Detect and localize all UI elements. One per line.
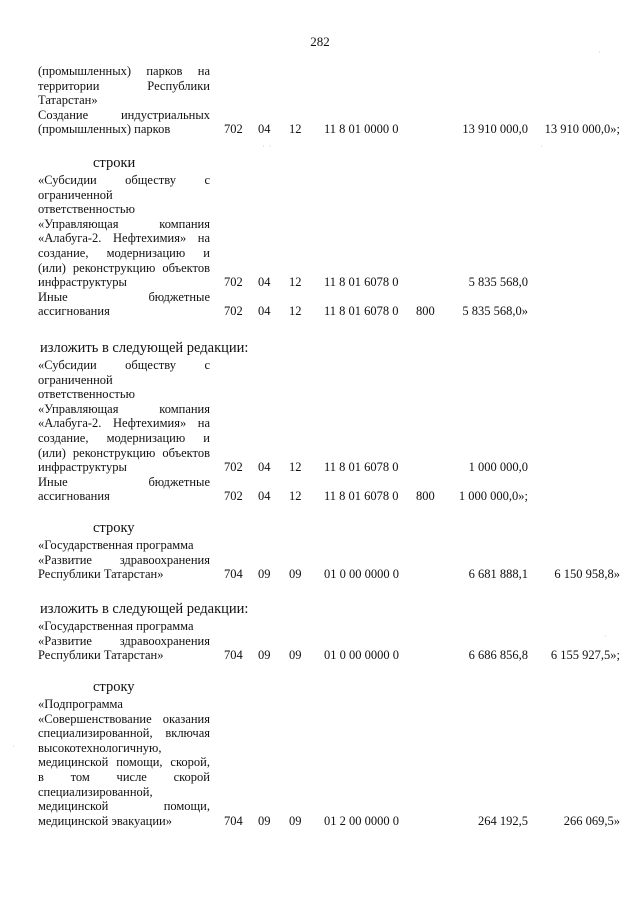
table-row xyxy=(38,290,638,319)
expense-type-code: 800 xyxy=(416,489,435,504)
block-heading: строку xyxy=(93,679,135,695)
amount-year-1: 5 835 568,0 xyxy=(468,275,528,290)
amount-year-1: 6 681 888,1 xyxy=(468,567,528,582)
subsection-code: 12 xyxy=(289,304,302,319)
scan-speck: · · xyxy=(262,142,272,151)
target-article-code: 11 8 01 6078 0 xyxy=(324,275,399,290)
row-name: «Субсидии обществу с ограниченной ответственностью «Управляющая компания «Алабуга-2. Нефтехимия» на создание, модернизацию и (или) реконструкцию объектов инфраструктуры xyxy=(38,173,210,290)
amount-year-2: 6 155 927,5»; xyxy=(550,648,620,663)
section-code: 04 xyxy=(258,489,271,504)
table-row xyxy=(38,358,638,475)
section-code: 09 xyxy=(258,648,271,663)
table-row xyxy=(38,475,638,504)
table-row xyxy=(38,619,638,663)
table-row xyxy=(38,538,638,582)
amount-year-1: 1 000 000,0 xyxy=(468,460,528,475)
amount-year-1: 264 192,5 xyxy=(478,813,528,828)
ved-code: 704 xyxy=(224,648,243,663)
scan-speck: · xyxy=(12,742,15,751)
budget-block-4 xyxy=(38,519,638,582)
row-name: (промышленных) парков на территории Республики Татарстан» Создание индустриальных (промышленных) парков xyxy=(38,64,210,137)
subsection-code: 09 xyxy=(289,813,302,828)
scan-speck: · xyxy=(540,142,543,151)
table-row xyxy=(38,173,638,290)
section-code: 09 xyxy=(258,567,271,582)
subsection-code: 12 xyxy=(289,489,302,504)
amount-year-1: 13 910 000,0 xyxy=(462,122,528,137)
row-name: «Государственная программа «Развитие здравоохранения Республики Татарстан» xyxy=(38,619,210,663)
target-article-code: 11 8 01 6078 0 xyxy=(324,460,399,475)
page-number: 282 xyxy=(310,34,330,49)
block-heading: строку xyxy=(93,520,135,536)
table-row xyxy=(38,64,638,137)
ved-code: 702 xyxy=(224,122,243,137)
budget-block-3 xyxy=(38,339,638,504)
subsection-code: 09 xyxy=(289,567,302,582)
budget-block-2 xyxy=(38,154,638,319)
subsection-code: 09 xyxy=(289,648,302,663)
subsection-code: 12 xyxy=(289,460,302,475)
amount-year-1: 6 686 856,8 xyxy=(468,648,528,663)
target-article-code: 01 2 00 0000 0 xyxy=(324,813,399,828)
row-name: Иные бюджетные ассигнования xyxy=(38,289,210,319)
target-article-code: 11 8 01 6078 0 xyxy=(324,489,399,504)
budget-block-6 xyxy=(38,678,638,828)
amount-year-1: 5 835 568,0» xyxy=(462,304,528,319)
section-code: 04 xyxy=(258,275,271,290)
section-code: 04 xyxy=(258,304,271,319)
ved-code: 702 xyxy=(224,304,243,319)
amount-year-2: 266 069,5» xyxy=(563,813,620,828)
row-name: «Подпрограмма «Совершенствование оказания специализированной, включая высокотехнологичную, медицинской помощи, скорой, в том числе скорой специализированной, медицинской помощи, медицинской эвакуации» xyxy=(38,697,210,828)
target-article-code: 11 8 01 6078 0 xyxy=(324,304,399,319)
budget-block-1 xyxy=(38,64,638,137)
expense-type-code: 800 xyxy=(416,304,435,319)
block-heading: изложить в следующей редакции: xyxy=(40,340,249,356)
row-name: Иные бюджетные ассигнования xyxy=(38,474,210,504)
subsection-code: 12 xyxy=(289,122,302,137)
amount-year-2: 13 910 000,0»; xyxy=(544,122,620,137)
section-code: 04 xyxy=(258,122,271,137)
scan-speck: · xyxy=(604,632,607,641)
ved-code: 702 xyxy=(224,275,243,290)
amount-year-1: 1 000 000,0»; xyxy=(458,489,528,504)
amount-year-2: 6 150 958,8» xyxy=(554,567,620,582)
subsection-code: 12 xyxy=(289,275,302,290)
row-name: «Субсидии обществу с ограниченной ответственностью «Управляющая компания «Алабуга-2. Нефтехимия» на создание, модернизацию и (или) реконструкцию объектов инфраструктуры xyxy=(38,358,210,475)
target-article-code: 01 0 00 0000 0 xyxy=(324,567,399,582)
row-name: «Государственная программа «Развитие здравоохранения Республики Татарстан» xyxy=(38,538,210,582)
block-heading: строки xyxy=(93,155,136,171)
section-code: 04 xyxy=(258,460,271,475)
ved-code: 704 xyxy=(224,567,243,582)
target-article-code: 11 8 01 0000 0 xyxy=(324,122,399,137)
ved-code: 702 xyxy=(224,460,243,475)
table-row xyxy=(38,697,638,828)
target-article-code: 01 0 00 0000 0 xyxy=(324,648,399,663)
section-code: 09 xyxy=(258,813,271,828)
ved-code: 702 xyxy=(224,489,243,504)
scan-speck: · xyxy=(598,48,601,57)
block-heading: изложить в следующей редакции: xyxy=(40,601,249,617)
ved-code: 704 xyxy=(224,813,243,828)
budget-block-5 xyxy=(38,600,638,663)
